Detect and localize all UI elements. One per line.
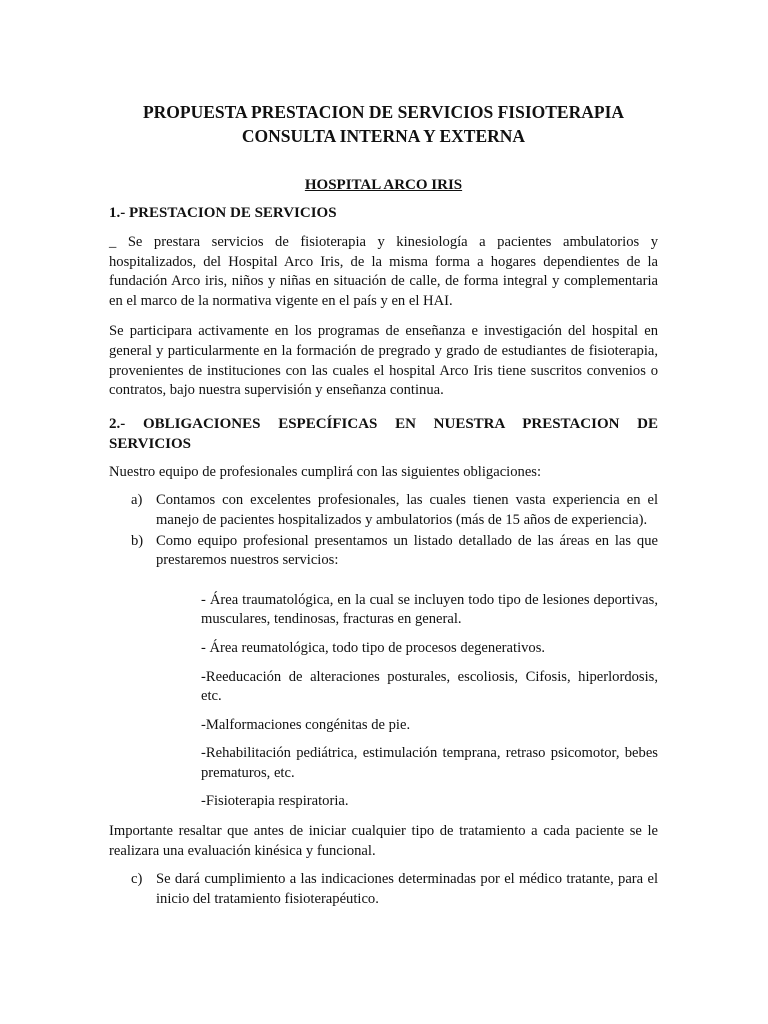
service-areas-list [109, 591, 658, 812]
list-item: -Malformaciones congénitas de pie. [201, 716, 411, 733]
section-2-heading-line-2: SERVICIOS [109, 435, 192, 452]
evaluation-note: Importante resaltar que antes de iniciar cualquier tipo de tratamiento a cada paciente se le realizara una evaluación kinésica y funcional. [109, 823, 658, 859]
list-item-text: Se dará cumplimiento a las indicaciones determinadas por el médico tratante, para el inicio del tratamiento fisioterapéutico. [156, 871, 658, 907]
list-item-text: Contamos con excelentes profesionales, las cuales tienen vasta experiencia en el manejo de pacientes hospitalizados y ambulatorios (más de 15 años de experiencia). [156, 492, 658, 528]
document-page [109, 100, 658, 909]
list-item [109, 870, 658, 909]
section-1-paragraph-1: _ Se prestara servicios de fisioterapia y kinesiología a pacientes ambulatorios y hospitalizados, del Hospital Arco Iris, de la misma forma a hogares dependientes de la fundación Arco iris, niños y niñas en situación de calle, de forma integral y complementaria en el marco de la normativa vigente en el país y en el HAI. [109, 234, 658, 309]
list-marker: c) [131, 871, 143, 888]
section-1-heading: 1.- PRESTACION DE SERVICIOS [109, 205, 337, 221]
list-item [109, 532, 658, 571]
title-line-2: CONSULTA INTERNA Y EXTERNA [241, 126, 526, 146]
list-item: -Reeducación de alteraciones posturales, escoliosis, Cifosis, hiperlordosis, etc. [201, 668, 658, 705]
list-item: - Área reumatológica, todo tipo de procesos degenerativos. [201, 639, 546, 656]
obligations-list [109, 491, 658, 570]
list-marker: b) [131, 532, 144, 549]
section-2-intro: Nuestro equipo de profesionales cumplirá con las siguientes obligaciones: [109, 463, 542, 480]
list-item: -Fisioterapia respiratoria. [201, 793, 349, 810]
list-marker: a) [131, 492, 143, 509]
document-subtitle: HOSPITAL ARCO IRIS [304, 177, 463, 193]
document-title [109, 100, 658, 148]
list-item: -Rehabilitación pediátrica, estimulación temprana, retraso psicomotor, bebes prematuros, etc. [201, 745, 658, 781]
section-1-paragraph-2: Se participara activamente en los programas de enseñanza e investigación del hospital en general y particularmente en la formación de pregrado y grado de estudiantes de fisioterapia, provenientes de instituciones con las cuales el hospital Arco Iris tiene suscritos convenios o contratos, bajo nuestra supervisión y enseñanza continua. [109, 323, 658, 399]
section-2-heading [109, 414, 658, 454]
title-line-1: PROPUESTA PRESTACION DE SERVICIOS FISIOTERAPIA [142, 102, 625, 122]
list-item: - Área traumatológica, en la cual se incluyen todo tipo de lesiones deportivas, musculares, tendinosas, fracturas en general. [201, 591, 658, 628]
obligations-list-continued [109, 870, 658, 909]
section-2-heading-line-1: 2.- OBLIGACIONES ESPECÍFICAS EN NUESTRA PRESTACION DE [109, 415, 658, 432]
list-item [109, 491, 658, 530]
list-item-text: Como equipo profesional presentamos un listado detallado de las áreas en las que prestaremos nuestros servicios: [156, 532, 658, 569]
